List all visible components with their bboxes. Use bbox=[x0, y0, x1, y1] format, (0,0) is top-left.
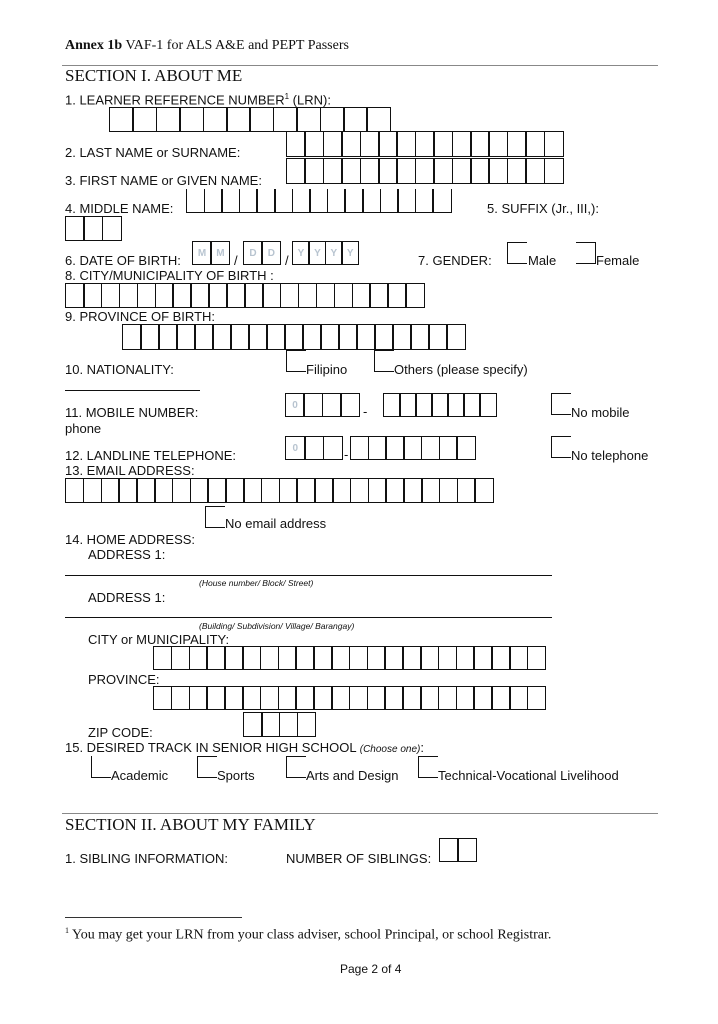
dob-slash-1: / bbox=[234, 253, 238, 268]
address1-line[interactable] bbox=[65, 575, 552, 576]
arts-design-checkbox[interactable] bbox=[286, 756, 306, 778]
char-box[interactable] bbox=[221, 189, 240, 213]
char-box[interactable] bbox=[396, 158, 416, 184]
char-box[interactable] bbox=[323, 158, 343, 184]
suffix-field[interactable] bbox=[65, 216, 120, 241]
char-box[interactable] bbox=[256, 189, 275, 213]
others-checkbox[interactable] bbox=[374, 350, 394, 372]
annex-label: Annex 1b bbox=[65, 38, 123, 53]
char-box[interactable]: 0 bbox=[285, 436, 306, 460]
char-box[interactable] bbox=[226, 107, 251, 132]
char-box[interactable] bbox=[410, 324, 430, 350]
char-box[interactable] bbox=[226, 283, 246, 308]
no-email-checkbox[interactable] bbox=[205, 506, 225, 528]
section1-title: SECTION I. ABOUT ME bbox=[65, 66, 243, 85]
char-box[interactable] bbox=[316, 283, 336, 308]
char-box[interactable]: Y bbox=[292, 241, 310, 265]
char-box[interactable] bbox=[527, 646, 546, 670]
sports-checkbox[interactable] bbox=[197, 756, 217, 778]
char-box[interactable] bbox=[397, 189, 416, 213]
char-box[interactable] bbox=[119, 283, 139, 308]
char-box[interactable] bbox=[367, 686, 386, 710]
char-box[interactable] bbox=[383, 393, 401, 417]
char-box[interactable] bbox=[473, 686, 492, 710]
char-box[interactable] bbox=[470, 131, 490, 157]
char-box[interactable] bbox=[488, 158, 508, 184]
char-box[interactable] bbox=[421, 436, 440, 460]
email-label: 13. EMAIL ADDRESS: bbox=[65, 463, 195, 478]
char-box[interactable] bbox=[203, 107, 228, 132]
last-name-label: 2. LAST NAME or SURNAME: bbox=[65, 145, 241, 160]
no-telephone-checkbox[interactable] bbox=[551, 436, 571, 458]
char-box[interactable] bbox=[132, 107, 157, 132]
char-box[interactable] bbox=[456, 436, 475, 460]
first-name-label: 3. FIRST NAME or GIVEN NAME: bbox=[65, 173, 262, 188]
char-box[interactable]: 0 bbox=[285, 393, 305, 417]
char-box[interactable] bbox=[248, 324, 268, 350]
female-label: Female bbox=[596, 253, 640, 268]
char-box[interactable] bbox=[367, 646, 386, 670]
char-box[interactable] bbox=[368, 436, 387, 460]
char-box[interactable] bbox=[122, 324, 142, 350]
address1-label: ADDRESS 1: bbox=[88, 547, 166, 562]
char-box[interactable] bbox=[457, 478, 476, 503]
no-mobile-checkbox[interactable] bbox=[551, 393, 571, 415]
char-box[interactable] bbox=[474, 478, 493, 503]
section2-title: SECTION II. ABOUT MY FAMILY bbox=[65, 815, 316, 834]
char-box[interactable] bbox=[525, 158, 545, 184]
char-box[interactable] bbox=[118, 478, 137, 503]
char-box[interactable] bbox=[327, 189, 346, 213]
char-box[interactable] bbox=[384, 686, 403, 710]
char-box[interactable] bbox=[331, 646, 350, 670]
mobile-label: 11. MOBILE NUMBER: bbox=[65, 405, 199, 420]
char-box[interactable] bbox=[279, 478, 298, 503]
char-box[interactable] bbox=[278, 686, 297, 710]
sports-label: Sports bbox=[217, 768, 255, 783]
char-box[interactable] bbox=[340, 393, 360, 417]
gender-label: 7. GENDER: bbox=[418, 253, 492, 268]
province-field[interactable] bbox=[153, 686, 545, 710]
char-box[interactable] bbox=[156, 107, 181, 132]
char-box[interactable] bbox=[362, 189, 381, 213]
char-box[interactable] bbox=[242, 686, 261, 710]
char-box[interactable] bbox=[194, 324, 214, 350]
char-box[interactable] bbox=[344, 189, 363, 213]
male-label: Male bbox=[528, 253, 557, 268]
char-box[interactable] bbox=[206, 646, 225, 670]
char-box[interactable] bbox=[320, 324, 340, 350]
char-box[interactable] bbox=[385, 436, 404, 460]
char-box[interactable] bbox=[544, 158, 564, 184]
first-name-field[interactable] bbox=[286, 158, 562, 184]
char-box[interactable] bbox=[243, 478, 262, 503]
char-box[interactable] bbox=[65, 216, 85, 241]
char-box[interactable] bbox=[189, 646, 208, 670]
char-box[interactable] bbox=[488, 131, 508, 157]
sibling-info-label: 1. SIBLING INFORMATION: bbox=[65, 851, 229, 866]
tech-voc-checkbox[interactable] bbox=[418, 756, 438, 778]
char-box[interactable] bbox=[171, 646, 190, 670]
landline-dash: - bbox=[344, 447, 349, 462]
char-box[interactable] bbox=[262, 283, 282, 308]
char-box[interactable] bbox=[266, 324, 286, 350]
char-box[interactable] bbox=[140, 324, 160, 350]
dob-month-field[interactable] bbox=[192, 241, 229, 265]
dob-label: 6. DATE OF BIRTH: bbox=[65, 253, 181, 268]
nationality-specify-line[interactable] bbox=[65, 390, 200, 391]
char-box[interactable] bbox=[385, 478, 404, 503]
char-box[interactable] bbox=[378, 131, 398, 157]
char-box[interactable] bbox=[65, 283, 85, 308]
char-box[interactable] bbox=[295, 646, 314, 670]
address2-line[interactable] bbox=[65, 617, 552, 618]
char-box[interactable] bbox=[447, 393, 465, 417]
dob-day-field[interactable] bbox=[243, 241, 280, 265]
landline-label: 12. LANDLINE TELEPHONE: bbox=[65, 448, 236, 463]
char-box[interactable] bbox=[525, 131, 545, 157]
char-box[interactable] bbox=[136, 478, 155, 503]
char-box[interactable] bbox=[387, 283, 407, 308]
char-box[interactable] bbox=[338, 324, 358, 350]
tech-voc-label: Technical-Vocational Livelihood bbox=[438, 768, 619, 783]
no-mobile-label: No mobile bbox=[571, 405, 630, 420]
char-box[interactable] bbox=[303, 393, 323, 417]
suffix-label: 5. SUFFIX (Jr., III,): bbox=[487, 201, 599, 216]
province-of-birth-field[interactable] bbox=[122, 324, 464, 350]
char-box[interactable] bbox=[284, 324, 304, 350]
char-box[interactable] bbox=[295, 686, 314, 710]
char-box[interactable] bbox=[331, 686, 350, 710]
char-box[interactable]: D bbox=[261, 241, 281, 265]
dob-year-field[interactable] bbox=[292, 241, 358, 265]
char-box[interactable] bbox=[298, 283, 318, 308]
char-box[interactable] bbox=[244, 283, 264, 308]
char-box[interactable] bbox=[491, 646, 510, 670]
char-box[interactable] bbox=[83, 283, 103, 308]
char-box[interactable]: Y bbox=[325, 241, 343, 265]
char-box[interactable] bbox=[83, 478, 102, 503]
char-box[interactable] bbox=[452, 158, 472, 184]
mobile-dash: - bbox=[363, 404, 368, 419]
middle-name-label: 4. MIDDLE NAME: bbox=[65, 201, 174, 216]
char-box[interactable]: Y bbox=[308, 241, 326, 265]
char-box[interactable] bbox=[374, 324, 394, 350]
lrn-label: 1. LEARNER REFERENCE NUMBER$^1$ (LRN): bbox=[65, 92, 331, 108]
academic-label: Academic bbox=[111, 768, 169, 783]
char-box[interactable] bbox=[405, 283, 425, 308]
char-box[interactable] bbox=[320, 107, 345, 132]
char-box[interactable] bbox=[380, 189, 399, 213]
province-label: PROVINCE: bbox=[88, 672, 160, 687]
char-box[interactable]: D bbox=[243, 241, 263, 265]
phone-label: phone bbox=[65, 421, 102, 436]
nationality-label: 10. NATIONALITY: bbox=[65, 362, 174, 377]
char-box[interactable] bbox=[452, 131, 472, 157]
char-box[interactable] bbox=[399, 393, 417, 417]
char-box[interactable] bbox=[507, 131, 527, 157]
header-title: VAF-1 for ALS A&E and PEPT Passers bbox=[125, 38, 349, 53]
char-box[interactable] bbox=[369, 283, 389, 308]
char-box[interactable] bbox=[243, 712, 263, 737]
city-label: CITY or MUNICIPALITY: bbox=[88, 632, 230, 647]
char-box[interactable] bbox=[314, 478, 333, 503]
academic-checkbox[interactable] bbox=[91, 756, 111, 778]
char-box[interactable] bbox=[171, 686, 190, 710]
char-box[interactable]: M bbox=[192, 241, 212, 265]
char-box[interactable] bbox=[322, 393, 342, 417]
section-divider bbox=[62, 813, 658, 814]
char-box[interactable] bbox=[438, 646, 457, 670]
char-box[interactable] bbox=[392, 324, 412, 350]
char-box[interactable] bbox=[224, 686, 243, 710]
char-box[interactable] bbox=[332, 478, 351, 503]
char-box[interactable] bbox=[341, 131, 361, 157]
filipino-checkbox[interactable] bbox=[286, 350, 306, 372]
char-box[interactable] bbox=[102, 216, 122, 241]
char-box[interactable] bbox=[352, 283, 372, 308]
male-checkbox[interactable] bbox=[507, 242, 527, 264]
char-box[interactable] bbox=[261, 478, 280, 503]
city-field[interactable] bbox=[153, 646, 545, 670]
char-box[interactable] bbox=[415, 131, 435, 157]
char-box[interactable] bbox=[415, 158, 435, 184]
female-checkbox[interactable] bbox=[576, 242, 596, 264]
char-box[interactable] bbox=[206, 686, 225, 710]
mobile-prefix-field[interactable] bbox=[285, 393, 359, 417]
char-box[interactable] bbox=[432, 189, 451, 213]
char-box[interactable] bbox=[83, 216, 103, 241]
char-box[interactable] bbox=[415, 189, 434, 213]
char-box[interactable] bbox=[457, 838, 477, 862]
char-box[interactable] bbox=[334, 283, 354, 308]
char-box[interactable]: M bbox=[210, 241, 230, 265]
address2-label: ADDRESS 1: bbox=[88, 590, 166, 605]
char-box[interactable] bbox=[190, 283, 210, 308]
char-box[interactable] bbox=[153, 646, 172, 670]
char-box[interactable] bbox=[439, 478, 458, 503]
char-box[interactable] bbox=[433, 158, 453, 184]
char-box[interactable] bbox=[420, 646, 439, 670]
char-box[interactable] bbox=[304, 436, 325, 460]
char-box[interactable] bbox=[230, 324, 250, 350]
char-box[interactable] bbox=[544, 131, 564, 157]
char-box[interactable] bbox=[378, 158, 398, 184]
lrn-field[interactable] bbox=[109, 107, 390, 132]
page-number: Page 2 of 4 bbox=[340, 962, 402, 976]
char-box[interactable] bbox=[323, 131, 343, 157]
char-box[interactable] bbox=[368, 478, 387, 503]
no-telephone-label: No telephone bbox=[571, 448, 649, 463]
char-box[interactable] bbox=[186, 189, 205, 213]
footnote: $^1$ You may get your LRN from your class adviser, school Principal, or school Registrar. bbox=[65, 926, 552, 943]
char-box[interactable] bbox=[402, 686, 421, 710]
char-box[interactable] bbox=[158, 324, 178, 350]
char-box[interactable] bbox=[431, 393, 449, 417]
char-box[interactable] bbox=[313, 646, 332, 670]
char-box[interactable] bbox=[278, 646, 297, 670]
char-box[interactable] bbox=[366, 107, 391, 132]
char-box[interactable] bbox=[341, 158, 361, 184]
char-box[interactable] bbox=[403, 436, 422, 460]
char-box[interactable] bbox=[212, 324, 232, 350]
char-box[interactable] bbox=[509, 686, 528, 710]
char-box[interactable] bbox=[109, 107, 134, 132]
char-box[interactable] bbox=[137, 283, 157, 308]
char-box[interactable] bbox=[313, 686, 332, 710]
char-box[interactable] bbox=[260, 686, 279, 710]
char-box[interactable] bbox=[260, 646, 279, 670]
char-box[interactable] bbox=[225, 478, 244, 503]
mobile-number-field[interactable] bbox=[383, 393, 495, 417]
char-box[interactable] bbox=[439, 436, 458, 460]
zip-field[interactable] bbox=[243, 712, 315, 737]
last-name-field[interactable] bbox=[286, 131, 562, 157]
char-box[interactable] bbox=[302, 324, 322, 350]
others-label: Others (please specify) bbox=[394, 362, 528, 377]
char-box[interactable] bbox=[343, 107, 368, 132]
char-box[interactable] bbox=[176, 324, 196, 350]
char-box[interactable] bbox=[292, 189, 311, 213]
char-box[interactable] bbox=[349, 686, 368, 710]
zip-label: ZIP CODE: bbox=[88, 725, 153, 740]
char-box[interactable] bbox=[172, 283, 192, 308]
char-box[interactable]: Y bbox=[341, 241, 359, 265]
char-box[interactable] bbox=[274, 189, 293, 213]
char-box[interactable] bbox=[360, 131, 380, 157]
filipino-label: Filipino bbox=[306, 362, 348, 377]
char-box[interactable] bbox=[349, 646, 368, 670]
char-box[interactable] bbox=[360, 158, 380, 184]
char-box[interactable] bbox=[296, 107, 321, 132]
char-box[interactable] bbox=[273, 107, 298, 132]
char-box[interactable] bbox=[242, 646, 261, 670]
char-box[interactable] bbox=[309, 189, 328, 213]
char-box[interactable] bbox=[189, 686, 208, 710]
char-box[interactable] bbox=[261, 712, 281, 737]
char-box[interactable] bbox=[286, 131, 306, 157]
char-box[interactable] bbox=[155, 283, 175, 308]
char-box[interactable] bbox=[463, 393, 481, 417]
char-box[interactable] bbox=[402, 646, 421, 670]
char-box[interactable] bbox=[415, 393, 433, 417]
home-address-label: 14. HOME ADDRESS: bbox=[65, 532, 196, 547]
char-box[interactable] bbox=[403, 478, 422, 503]
address2-note: (Building/ Subdivision/ Village/ Barangay) bbox=[199, 621, 355, 631]
city-of-birth-label: 8. CITY/MUNICIPALITY OF BIRTH : bbox=[65, 268, 274, 283]
char-box[interactable] bbox=[350, 478, 369, 503]
num-siblings-label: NUMBER OF SIBLINGS: bbox=[286, 851, 432, 866]
char-box[interactable] bbox=[446, 324, 466, 350]
char-box[interactable] bbox=[208, 283, 228, 308]
char-box[interactable] bbox=[470, 158, 490, 184]
no-email-label: No email address bbox=[225, 516, 327, 531]
char-box[interactable] bbox=[473, 646, 492, 670]
char-box[interactable] bbox=[384, 646, 403, 670]
char-box[interactable] bbox=[280, 283, 300, 308]
char-box[interactable] bbox=[420, 686, 439, 710]
page-header bbox=[65, 38, 349, 54]
char-box[interactable] bbox=[154, 478, 173, 503]
char-box[interactable] bbox=[350, 436, 369, 460]
char-box[interactable] bbox=[456, 686, 475, 710]
char-box[interactable] bbox=[172, 478, 191, 503]
email-field[interactable] bbox=[65, 478, 492, 503]
track-label: 15. DESIRED TRACK IN SENIOR HIGH SCHOOL (Choose one): bbox=[65, 740, 424, 755]
char-box[interactable] bbox=[204, 189, 223, 213]
address1-note: (House number/ Block/ Street) bbox=[199, 578, 314, 588]
char-box[interactable] bbox=[296, 478, 315, 503]
middle-name-field[interactable] bbox=[186, 189, 450, 213]
char-box[interactable] bbox=[65, 478, 84, 503]
char-box[interactable] bbox=[279, 712, 299, 737]
char-box[interactable] bbox=[286, 158, 306, 184]
landline-number-field[interactable] bbox=[350, 436, 474, 460]
char-box[interactable] bbox=[179, 107, 204, 132]
char-box[interactable] bbox=[456, 646, 475, 670]
char-box[interactable] bbox=[428, 324, 448, 350]
char-box[interactable] bbox=[304, 158, 324, 184]
char-box[interactable] bbox=[297, 712, 317, 737]
char-box[interactable] bbox=[190, 478, 209, 503]
char-box[interactable] bbox=[101, 283, 121, 308]
char-box[interactable] bbox=[207, 478, 226, 503]
char-box[interactable] bbox=[491, 686, 510, 710]
num-siblings-field[interactable] bbox=[439, 838, 476, 862]
char-box[interactable] bbox=[507, 158, 527, 184]
char-box[interactable] bbox=[323, 436, 344, 460]
city-of-birth-field[interactable] bbox=[65, 283, 423, 308]
char-box[interactable] bbox=[101, 478, 120, 503]
char-box[interactable] bbox=[356, 324, 376, 350]
landline-prefix-field[interactable] bbox=[285, 436, 342, 460]
footnote-rule bbox=[65, 917, 242, 918]
char-box[interactable] bbox=[433, 131, 453, 157]
char-box[interactable] bbox=[224, 646, 243, 670]
char-box[interactable] bbox=[438, 686, 457, 710]
arts-design-label: Arts and Design bbox=[306, 768, 399, 783]
dob-slash-2: / bbox=[285, 253, 289, 268]
char-box[interactable] bbox=[153, 686, 172, 710]
province-of-birth-label: 9. PROVINCE OF BIRTH: bbox=[65, 309, 216, 324]
char-box[interactable] bbox=[509, 646, 528, 670]
char-box[interactable] bbox=[396, 131, 416, 157]
char-box[interactable] bbox=[249, 107, 274, 132]
char-box[interactable] bbox=[527, 686, 546, 710]
char-box[interactable] bbox=[239, 189, 258, 213]
char-box[interactable] bbox=[439, 838, 459, 862]
char-box[interactable] bbox=[304, 131, 324, 157]
char-box[interactable] bbox=[479, 393, 497, 417]
char-box[interactable] bbox=[421, 478, 440, 503]
